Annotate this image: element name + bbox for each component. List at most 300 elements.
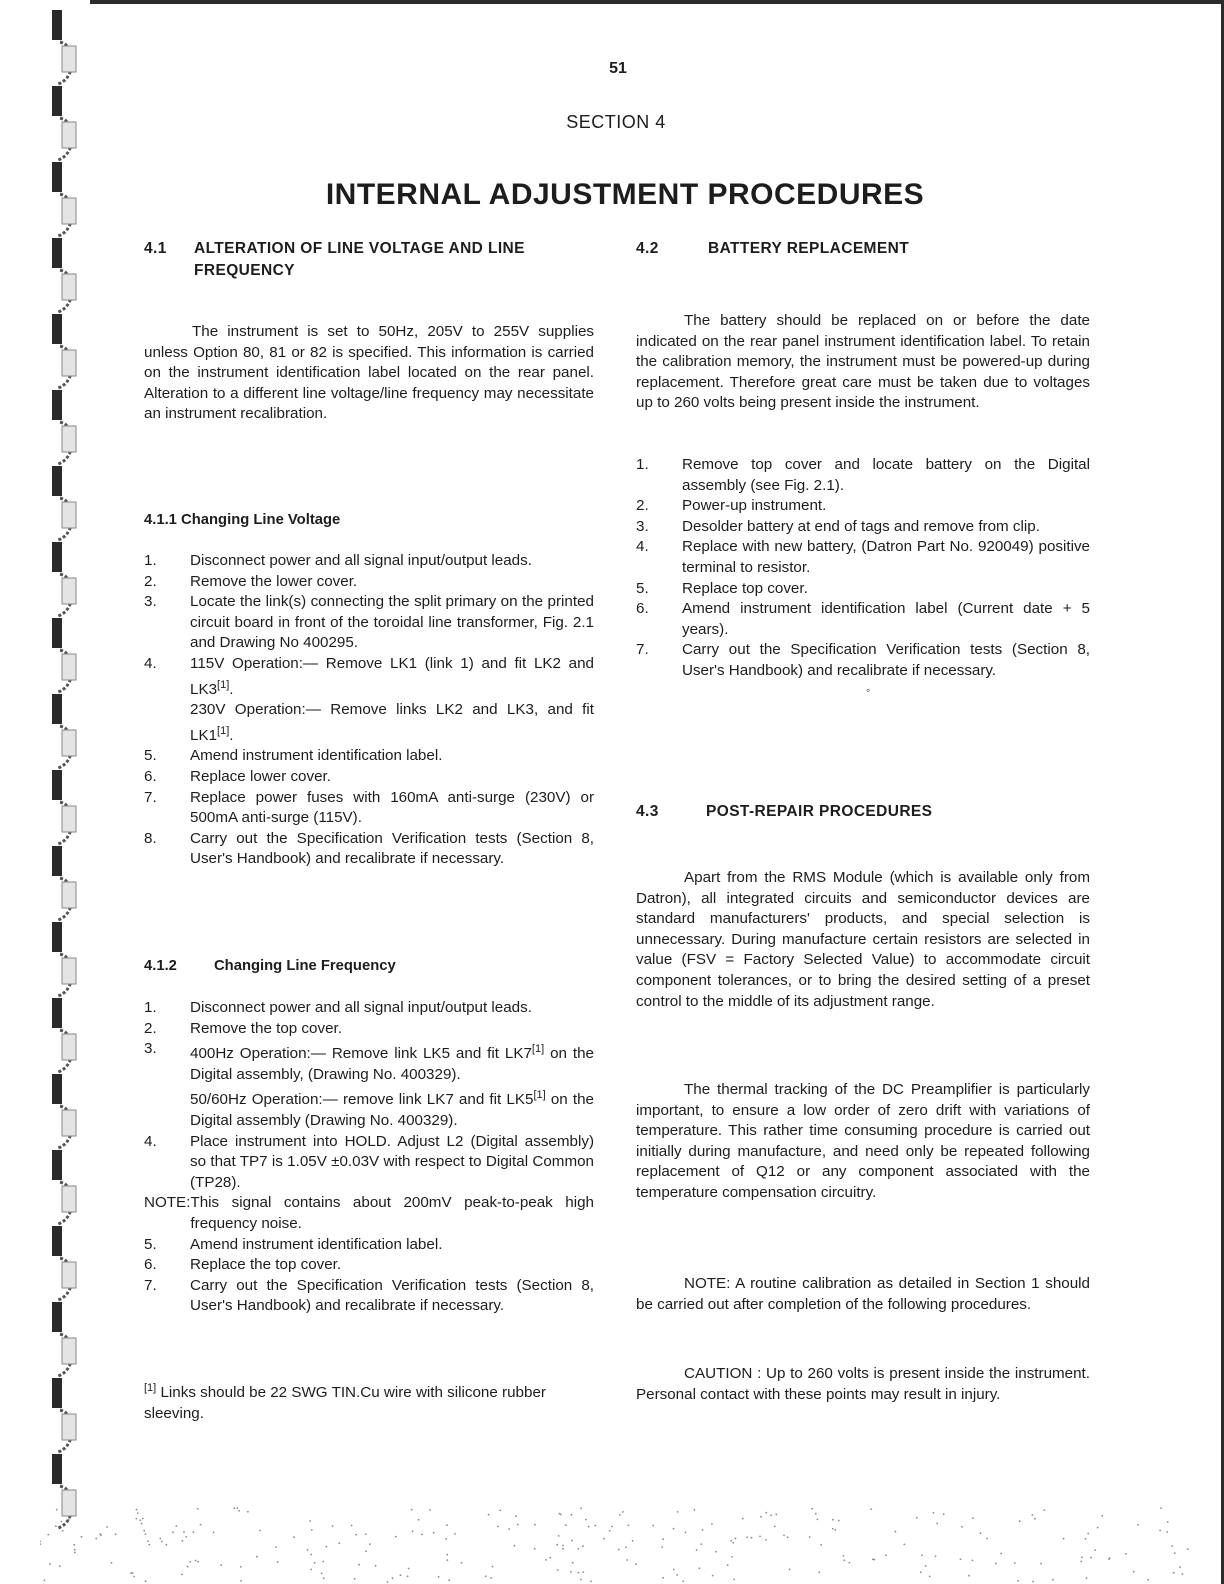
noise-dot [130, 1572, 132, 1574]
item-text: Replace the top cover. [190, 1256, 342, 1274]
noise-dot [139, 1519, 141, 1521]
binding-post [52, 1226, 62, 1256]
noise-dot [611, 1526, 613, 1528]
binding-post [52, 1454, 62, 1484]
item-number: 7. [144, 788, 157, 806]
noise-dot [81, 1536, 83, 1538]
item-text-b2: on the Digital assembly (Drawing No. 400329). [190, 1091, 594, 1129]
noise-dot [838, 1520, 840, 1522]
noise-dot [775, 1514, 777, 1516]
noise-dot [445, 1538, 447, 1540]
noise-dot [1159, 1530, 1161, 1532]
noise-dot [145, 1533, 147, 1535]
noise-dot [358, 1564, 360, 1566]
noise-dot [411, 1509, 413, 1511]
scan-mark: ◦ [866, 683, 871, 697]
caution-text: CAUTION : Up to 260 volts is present inside the instrument. Personal contact with these points may result in injury. [636, 1365, 1090, 1403]
noise-dot [56, 1509, 58, 1511]
list-item [144, 1276, 594, 1317]
binding-post [52, 542, 62, 572]
noise-dot [820, 1544, 822, 1546]
noise-dot [275, 1546, 277, 1548]
list-item [144, 1235, 594, 1256]
noise-dot [332, 1525, 334, 1527]
list-item [144, 572, 594, 593]
noise-dot [929, 1576, 931, 1578]
noise-dot [365, 1533, 367, 1535]
item-number: 8. [144, 829, 157, 847]
binding-hole [62, 198, 76, 224]
noise-dot [148, 1544, 150, 1546]
noise-dot [562, 1548, 564, 1550]
binding-post [52, 1302, 62, 1332]
noise-dot [699, 1567, 701, 1569]
binding-hole [62, 1414, 76, 1440]
noise-dot [1173, 1572, 1175, 1574]
noise-dot [895, 1531, 897, 1533]
noise-dot [99, 1533, 101, 1535]
item-text: Disconnect power and all signal input/output leads. [190, 552, 532, 569]
note-paragraph [636, 1274, 1090, 1315]
note-text: NOTE: A routine calibration as detailed in Section 1 should be carried out after completion of the following procedures. [636, 1275, 1090, 1313]
noise-dot [731, 1556, 733, 1558]
noise-dot [759, 1536, 761, 1538]
binding-hole [62, 1034, 76, 1060]
noise-dot [702, 1529, 704, 1531]
noise-dot [920, 1571, 922, 1573]
noise-dot [571, 1540, 573, 1542]
noise-dot [960, 1558, 962, 1560]
noise-dot [133, 1576, 135, 1578]
noise-dot [429, 1509, 431, 1511]
noise-dot [818, 1571, 820, 1573]
noise-dot [811, 1508, 813, 1510]
noise-dot [182, 1540, 184, 1542]
item-number: 1. [636, 456, 649, 473]
noise-dot [626, 1559, 628, 1561]
noise-dot [1019, 1520, 1021, 1522]
list-item [636, 517, 1090, 538]
noise-dot [1125, 1553, 1127, 1555]
binding-hole [62, 426, 76, 452]
noise-dot [492, 1566, 494, 1568]
noise-dot [448, 1579, 450, 1581]
item-text: Locate the link(s) connecting the split primary on the printed circuit board in front of the toroidal line transformer, Fig. 2.1 and Drawing No 400295. [190, 593, 594, 652]
item-text: Amend instrument identification label. [190, 747, 443, 765]
noise-dot [770, 1515, 772, 1517]
noise-dot [197, 1508, 199, 1510]
noise-dot [136, 1518, 138, 1520]
binding-post [52, 466, 62, 496]
noise-dot [369, 1543, 371, 1545]
list-4-1-1 [144, 551, 594, 870]
binding-hole [62, 654, 76, 680]
list-item [144, 1019, 594, 1040]
section-heading: Changing Line Frequency [214, 958, 396, 974]
noise-dot [193, 1531, 195, 1533]
noise-dot [145, 1580, 147, 1582]
item-text: 230V Operation:— Remove links LK2 and LK3, and fit LK1[1]. [190, 701, 594, 744]
noise-dot [622, 1511, 624, 1513]
noise-dot [685, 1532, 687, 1534]
heading-4-1 [144, 238, 594, 282]
item-number: 5. [144, 1235, 157, 1253]
item-text: Carry out the Specification Verification tests (Section 8, User's Handbook) and recalibrate if necessary. [682, 641, 1090, 679]
list-item [144, 746, 594, 767]
noise-dot [534, 1524, 536, 1526]
noise-dot [595, 1525, 597, 1527]
footnote-ref: [1] [533, 1089, 546, 1102]
item-text-b: 230V Operation:— Remove links LK2 and LK3, and fit LK1 [190, 701, 594, 744]
noise-dot [603, 1538, 605, 1540]
noise-dot [582, 1571, 584, 1573]
paragraph-text: The battery should be replaced on or before the date indicated on the rear panel instrument identification label. To retain the calibration memory, the instrument must be powered-up during replacement. Therefore great care must be taken due to voltages up to 260 volts being present inside the instrument. [636, 312, 1090, 412]
binding-hole [62, 730, 76, 756]
noise-dot [577, 1548, 579, 1550]
noise-dot [661, 1546, 663, 1548]
noise-dot [832, 1519, 834, 1521]
noise-dot [1147, 1579, 1149, 1581]
section-heading: POST-REPAIR PROCEDURES [706, 803, 933, 820]
item-text-a: 115V Operation:— Remove LK1 (link 1) and fit LK2 and LK3 [190, 654, 594, 698]
noise-dot [972, 1560, 974, 1562]
noise-dot [995, 1563, 997, 1565]
item-number: 2. [144, 572, 157, 590]
item-number: 3. [144, 593, 157, 611]
paragraph-4-3-1 [636, 868, 1090, 1012]
item-number: 5. [144, 747, 157, 765]
noise-dot [1097, 1527, 1099, 1529]
binding-post [52, 314, 62, 344]
noise-dot [508, 1528, 510, 1530]
item-text: Replace power fuses with 160mA anti-surge (230V) or 500mA anti-surge (115V). [190, 788, 594, 827]
noise-dot [438, 1576, 440, 1578]
noise-dot [55, 1525, 57, 1527]
noise-dot [400, 1574, 402, 1576]
noise-dot [407, 1575, 409, 1577]
noise-dot [183, 1531, 185, 1533]
noise-dot [558, 1535, 560, 1537]
list-item [144, 1085, 594, 1131]
noise-dot [220, 1564, 222, 1566]
noise-dot [789, 1569, 791, 1571]
noise-dot [40, 1543, 41, 1545]
heading-4-1-1 [144, 510, 340, 531]
footnote [144, 1378, 594, 1424]
noise-dot [662, 1538, 664, 1540]
noise-dot [560, 1514, 562, 1516]
noise-dot [578, 1572, 580, 1574]
section-heading: Changing Line Voltage [181, 512, 341, 528]
noise-dot [1040, 1563, 1042, 1565]
item-text: Replace lower cover. [190, 767, 331, 785]
noise-dot [1032, 1581, 1034, 1583]
section-number: 4.3 [636, 803, 659, 820]
noise-dot [774, 1526, 776, 1528]
item-text: Amend instrument identification label. [190, 1235, 443, 1253]
noise-dot [321, 1573, 323, 1575]
noise-dot [172, 1531, 174, 1533]
item-number-blank [144, 1085, 190, 1131]
list-item [144, 1255, 594, 1276]
binding-hole [62, 122, 76, 148]
noise-dot [142, 1518, 144, 1520]
noise-dot [175, 1525, 177, 1527]
noise-dot [570, 1571, 572, 1573]
noise-dot [625, 1547, 627, 1549]
list-item [636, 455, 1090, 496]
noise-dot [488, 1514, 490, 1516]
noise-dot [751, 1537, 753, 1539]
item-text-b1: 50/60Hz Operation:— remove link LK7 and fit LK5 [190, 1091, 534, 1109]
item-text: Carry out the Specification Verification tests (Section 8, User's Handbook) and recalibrate if necessary. [190, 1276, 594, 1315]
noise-dot [418, 1519, 420, 1521]
noise-dot [1174, 1552, 1176, 1554]
noise-dot [354, 1578, 356, 1580]
item-text [190, 1085, 594, 1131]
paragraph-4-3-2 [636, 1080, 1090, 1204]
section-number: 4.2 [636, 240, 659, 257]
list-item [636, 599, 1090, 640]
noise-dot [1137, 1524, 1139, 1526]
noise-dot [189, 1561, 191, 1563]
noise-dot [311, 1529, 313, 1531]
noise-dot [277, 1561, 279, 1563]
noise-dot [181, 1574, 183, 1576]
section-number: 4.1 [144, 240, 167, 257]
noise-dot [682, 1580, 684, 1582]
noise-dot [968, 1575, 970, 1577]
noise-dot [632, 1540, 634, 1542]
binding-hole [62, 46, 76, 72]
item-number: 4. [144, 654, 157, 672]
list-item [144, 1039, 594, 1085]
noise-dot [497, 1526, 499, 1528]
noise-dot [323, 1577, 325, 1579]
item-text: Power-up instrument. [682, 497, 827, 515]
page-number: 51 [609, 60, 627, 77]
noise-dot [742, 1518, 744, 1520]
noise-dot [185, 1536, 187, 1538]
list-item [144, 767, 594, 788]
section-heading: ALTERATION OF LINE VOLTAGE AND LINE FREQUENCY [194, 240, 525, 279]
noise-dot [141, 1523, 143, 1525]
noise-dot [1052, 1579, 1054, 1581]
noise-dot [310, 1569, 312, 1571]
item-number: 6. [144, 767, 157, 785]
item-text: Carry out the Specification Verification tests (Section 8, User's Handbook) and recalibrate if necessary. [190, 829, 594, 868]
item-number: 1. [144, 552, 157, 569]
noise-dot [696, 1549, 698, 1551]
noise-dot [933, 1512, 935, 1514]
noise-dot [1063, 1538, 1065, 1540]
noise-dot [1085, 1538, 1087, 1540]
noise-dot [106, 1526, 108, 1528]
item-number: 6. [144, 1256, 157, 1274]
noise-dot [213, 1532, 215, 1534]
list-4-2 [636, 455, 1090, 682]
noise-dot [925, 1565, 927, 1567]
caution-paragraph [636, 1364, 1090, 1405]
item-text: Remove top cover and locate battery on the Digital assembly (see Fig. 2.1). [682, 456, 1090, 494]
noise-dot [1094, 1549, 1096, 1551]
noise-dot [61, 1521, 63, 1523]
noise-dot [1086, 1577, 1088, 1579]
noise-dot [1160, 1507, 1162, 1509]
footnote-ref: [1] [217, 678, 230, 691]
noise-dot [711, 1523, 713, 1525]
binding-hole [62, 1262, 76, 1288]
binding-post [52, 846, 62, 876]
noise-dot [433, 1532, 435, 1534]
noise-dot [843, 1555, 845, 1557]
page-title: INTERNAL ADJUSTMENT PROCEDURES [325, 178, 925, 211]
noise-dot [809, 1536, 811, 1538]
item-text: Replace with new battery, (Datron Part No. 920049) positive terminal to resistor. [682, 538, 1090, 576]
item-text: Desolder battery at end of tags and remove from clip. [682, 517, 1040, 535]
list-item [144, 592, 594, 654]
noise-dot [849, 1562, 851, 1564]
item-number: 6. [636, 600, 649, 618]
list-item [636, 537, 1090, 578]
noise-dot [147, 1540, 149, 1542]
noise-dot [700, 1543, 702, 1545]
item-number: 4. [636, 538, 649, 556]
noise-dot [392, 1577, 394, 1579]
noise-dot [115, 1533, 117, 1535]
noise-dot [1133, 1571, 1135, 1573]
noise-dot [677, 1511, 679, 1513]
item-text: Disconnect power and all signal input/output leads. [190, 999, 532, 1016]
noise-dot [314, 1562, 316, 1564]
list-item [144, 551, 594, 572]
noise-dot [247, 1511, 249, 1513]
binding-post [52, 618, 62, 648]
noise-dot [338, 1542, 340, 1544]
noise-dot [730, 1540, 732, 1542]
list-item [144, 1132, 594, 1194]
noise-dot [765, 1512, 767, 1514]
noise-dot [310, 1554, 312, 1556]
noise-dot [580, 1579, 582, 1581]
noise-dot [694, 1509, 696, 1511]
paragraph-text: The instrument is set to 50Hz, 205V to 255V supplies unless Option 80, 81 or 82 is specified. This information is carried on the instrument identification label located on the rear panel. Alteration to a different line voltage/line frequency may necessitate an instrument recalibration. [144, 323, 594, 423]
item-number: 2. [636, 497, 649, 515]
footnote-ref: [1] [531, 1043, 545, 1056]
noise-dot [872, 1558, 874, 1560]
footnote-text: Links should be 22 SWG TIN.Cu wire with silicone rubber sleeving. [144, 1384, 546, 1422]
noise-dot [233, 1507, 235, 1509]
noise-dot [1187, 1548, 1189, 1550]
noise-dot [375, 1565, 377, 1567]
noise-dot [972, 1517, 974, 1519]
noise-dot [238, 1510, 240, 1512]
item-number: 4. [144, 1132, 157, 1150]
noise-dot [355, 1534, 357, 1536]
heading-4-1-2 [144, 956, 594, 977]
noise-dot [760, 1516, 762, 1518]
noise-dot [961, 1526, 963, 1528]
binding-hole [62, 578, 76, 604]
item-text: Amend instrument identification label (Current date + 5 years). [682, 600, 1090, 638]
noise-dot [1167, 1521, 1169, 1523]
noise-dot [627, 1525, 629, 1527]
item-number: 1. [144, 999, 157, 1016]
noise-dot [746, 1536, 748, 1538]
item-text: Remove the lower cover. [190, 572, 358, 590]
noise-dot [490, 1577, 492, 1579]
noise-dot [387, 1581, 389, 1583]
noise-dot [715, 1551, 717, 1553]
note-text: This signal contains about 200mV peak-to-peak high frequency noise. [190, 1194, 594, 1232]
noise-dot [461, 1562, 463, 1564]
binding-hole [62, 274, 76, 300]
section-number: 4.1.1 [144, 512, 177, 528]
noise-dot [111, 1562, 113, 1564]
noise-dot [73, 1544, 75, 1546]
item-number-blank [144, 700, 190, 746]
noise-dot [562, 1545, 564, 1547]
noise-dot [74, 1549, 76, 1551]
binding-hole [62, 502, 76, 528]
noise-dot [351, 1525, 353, 1527]
binding-post [52, 770, 62, 800]
noise-dot [499, 1510, 501, 1512]
binding-post [52, 922, 62, 952]
item-text-a1: 400Hz Operation:— Remove link LK5 and fit LK7 [190, 1045, 532, 1063]
noise-dot [549, 1557, 551, 1559]
item-number: 7. [636, 641, 649, 659]
noise-dot [307, 1549, 309, 1551]
binding-post [52, 390, 62, 420]
noise-dot [843, 1559, 845, 1561]
noise-dot [652, 1525, 654, 1527]
item-number: 5. [636, 579, 649, 597]
noise-dot [765, 1539, 767, 1541]
noise-dot [1080, 1561, 1082, 1563]
noise-dot [240, 1566, 242, 1568]
item-text: Remove the top cover. [190, 1019, 342, 1037]
noise-dot [609, 1530, 611, 1532]
binding-hole [62, 1338, 76, 1364]
noise-dot [735, 1538, 737, 1540]
noise-dot [132, 1572, 134, 1574]
binding-post [52, 238, 62, 268]
paragraph-4-2-intro [636, 311, 1090, 414]
noise-dot [585, 1519, 587, 1521]
list-item [144, 998, 594, 1019]
scan-noise [40, 1488, 1224, 1584]
noise-dot [309, 1520, 311, 1522]
item-number: 3. [636, 517, 649, 535]
noise-dot [986, 1538, 988, 1540]
noise-dot [74, 1552, 76, 1554]
noise-dot [197, 1561, 199, 1563]
noise-dot [446, 1554, 448, 1556]
noise-dot [870, 1508, 872, 1510]
noise-dot [1108, 1558, 1110, 1560]
noise-dot [565, 1524, 567, 1526]
item-number: 3. [144, 1040, 157, 1058]
paragraph-text: The thermal tracking of the DC Preamplifier is particularly important, to ensure a low order of zero drift with variations of temperature. This rather time consuming procedure is carried out initially during manufacture, and need only be repeated following replacement of Q12 or any component associated with the temperature compensation circuitry. [636, 1081, 1090, 1201]
noise-dot [936, 1523, 938, 1525]
noise-dot [240, 1580, 242, 1582]
noise-dot [815, 1513, 817, 1515]
footnote-marker: [1] [144, 1382, 157, 1394]
noise-dot [571, 1514, 573, 1516]
noise-dot [161, 1541, 163, 1543]
noise-dot [200, 1524, 202, 1526]
